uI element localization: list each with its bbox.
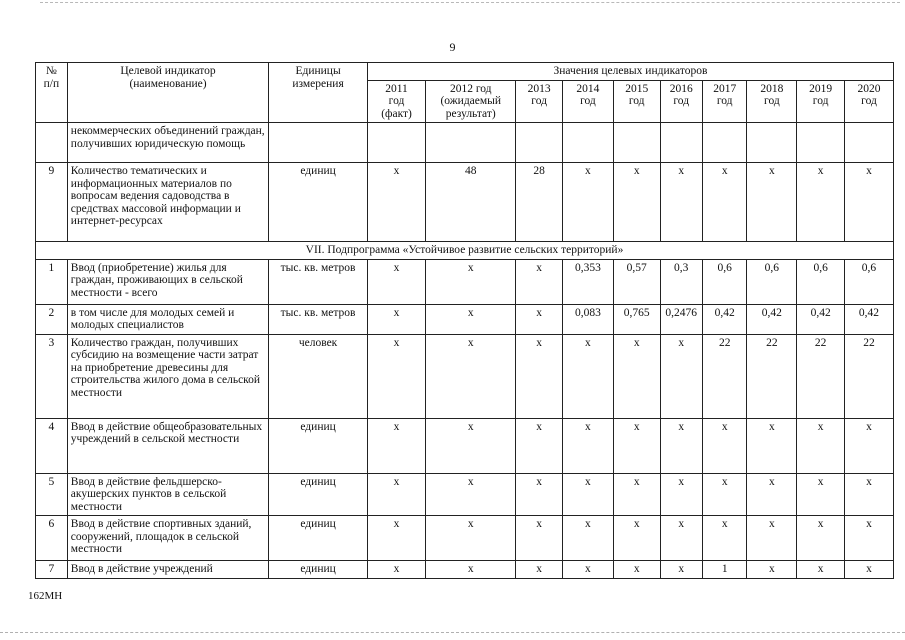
row-number: 3 bbox=[36, 334, 68, 418]
table-row bbox=[36, 418, 894, 473]
row-value: x bbox=[660, 561, 702, 579]
row-indicator-name: Ввод в действие общеобразовательных учреждений в сельской местности bbox=[67, 418, 268, 473]
row-value bbox=[844, 123, 893, 163]
scan-edge-top bbox=[40, 2, 900, 3]
row-number: 6 bbox=[36, 516, 68, 561]
row-value: x bbox=[613, 418, 660, 473]
row-value: x bbox=[367, 304, 425, 334]
row-value bbox=[613, 123, 660, 163]
row-value: 0,42 bbox=[844, 304, 893, 334]
row-indicator-name: в том числе для молодых семей и молодых специалистов bbox=[67, 304, 268, 334]
row-value: x bbox=[660, 473, 702, 516]
row-indicator-name: Количество граждан, получивших субсидию на возмещение части затрат на приобретение древесины для строительства жилого дома в сельской местности bbox=[67, 334, 268, 418]
row-unit bbox=[269, 123, 368, 163]
row-value bbox=[702, 123, 747, 163]
row-value: x bbox=[702, 473, 747, 516]
row-value bbox=[426, 123, 516, 163]
row-value bbox=[367, 123, 425, 163]
row-value: x bbox=[426, 334, 516, 418]
row-indicator-name: Ввод в действие фельдшерско-акушерских пунктов в сельской местности bbox=[67, 473, 268, 516]
row-value: x bbox=[844, 163, 893, 242]
row-number: 2 bbox=[36, 304, 68, 334]
page-number: 9 bbox=[449, 40, 456, 54]
header-year: 2020 год bbox=[844, 80, 893, 123]
row-value: x bbox=[562, 516, 613, 561]
row-unit: единиц bbox=[269, 418, 368, 473]
row-unit: тыс. кв. метров bbox=[269, 259, 368, 304]
row-value: x bbox=[613, 473, 660, 516]
row-value: x bbox=[367, 418, 425, 473]
row-value: 0,353 bbox=[562, 259, 613, 304]
row-value: x bbox=[613, 561, 660, 579]
row-value: 22 bbox=[844, 334, 893, 418]
document-code: 162МН bbox=[28, 590, 63, 602]
row-value: x bbox=[562, 473, 613, 516]
row-value: x bbox=[426, 259, 516, 304]
header-year: 2015 год bbox=[613, 80, 660, 123]
row-value: x bbox=[613, 163, 660, 242]
row-value: 0,6 bbox=[747, 259, 797, 304]
row-value: x bbox=[797, 561, 845, 579]
row-value: x bbox=[516, 304, 563, 334]
row-number: 9 bbox=[36, 163, 68, 242]
header-indicator: Целевой индикатор (наименование) bbox=[67, 63, 268, 123]
table-row bbox=[36, 163, 894, 242]
row-value: x bbox=[844, 516, 893, 561]
row-value bbox=[660, 123, 702, 163]
header-year: 2014 год bbox=[562, 80, 613, 123]
row-value: 0,6 bbox=[702, 259, 747, 304]
row-value: 0,3 bbox=[660, 259, 702, 304]
row-value: x bbox=[367, 334, 425, 418]
row-value: x bbox=[562, 163, 613, 242]
row-value: 0,42 bbox=[702, 304, 747, 334]
row-value: x bbox=[516, 516, 563, 561]
row-value: x bbox=[797, 473, 845, 516]
table-row bbox=[36, 473, 894, 516]
row-value bbox=[747, 123, 797, 163]
row-value: 0,2476 bbox=[660, 304, 702, 334]
header-year: 2012 год (ожидаемый результат) bbox=[426, 80, 516, 123]
row-value: 0,765 bbox=[613, 304, 660, 334]
header-year: 2017 год bbox=[702, 80, 747, 123]
row-number: 7 bbox=[36, 561, 68, 579]
row-value: x bbox=[367, 561, 425, 579]
row-value: x bbox=[747, 561, 797, 579]
row-value: x bbox=[844, 473, 893, 516]
header-year: 2018 год bbox=[747, 80, 797, 123]
row-indicator-name: Ввод в действие спортивных зданий, сооружений, площадок в сельской местности bbox=[67, 516, 268, 561]
row-value: 22 bbox=[797, 334, 845, 418]
header-year: 2019 год bbox=[797, 80, 845, 123]
header-values-group: Значения целевых индикаторов bbox=[367, 63, 893, 81]
row-unit: единиц bbox=[269, 561, 368, 579]
row-value: 0,6 bbox=[797, 259, 845, 304]
row-value: x bbox=[660, 516, 702, 561]
row-value: 0,42 bbox=[747, 304, 797, 334]
row-value: x bbox=[797, 516, 845, 561]
row-value: x bbox=[797, 163, 845, 242]
scan-edge-bottom bbox=[0, 632, 905, 633]
row-unit: человек bbox=[269, 334, 368, 418]
table-row bbox=[36, 561, 894, 579]
row-value bbox=[516, 123, 563, 163]
table-row bbox=[36, 259, 894, 304]
row-value: x bbox=[426, 561, 516, 579]
header-num: № п/п bbox=[36, 63, 68, 123]
row-value: x bbox=[367, 259, 425, 304]
row-value: x bbox=[367, 163, 425, 242]
row-value: x bbox=[747, 418, 797, 473]
row-indicator-name: Ввод в действие учреждений bbox=[67, 561, 268, 579]
row-number: 5 bbox=[36, 473, 68, 516]
indicators-table bbox=[35, 62, 894, 579]
row-value: x bbox=[426, 304, 516, 334]
row-value: x bbox=[747, 516, 797, 561]
table-row bbox=[36, 304, 894, 334]
section-row-group bbox=[36, 242, 894, 260]
row-value: 22 bbox=[747, 334, 797, 418]
row-value: x bbox=[613, 516, 660, 561]
header-units: Единицы измерения bbox=[269, 63, 368, 123]
row-unit: единиц bbox=[269, 516, 368, 561]
row-value: x bbox=[562, 418, 613, 473]
row-value: x bbox=[660, 418, 702, 473]
table-row bbox=[36, 516, 894, 561]
table-header bbox=[36, 63, 894, 123]
row-value: 0,083 bbox=[562, 304, 613, 334]
row-value: x bbox=[426, 473, 516, 516]
header-year: 2016 год bbox=[660, 80, 702, 123]
row-value: x bbox=[660, 163, 702, 242]
row-value: 48 bbox=[426, 163, 516, 242]
row-number: 1 bbox=[36, 259, 68, 304]
row-unit: тыс. кв. метров bbox=[269, 304, 368, 334]
row-value: x bbox=[702, 418, 747, 473]
header-row-1 bbox=[36, 63, 894, 81]
row-value: x bbox=[367, 516, 425, 561]
row-value: x bbox=[516, 561, 563, 579]
section-row bbox=[36, 242, 894, 260]
row-value: x bbox=[613, 334, 660, 418]
row-value: x bbox=[702, 516, 747, 561]
row-number: 4 bbox=[36, 418, 68, 473]
row-value: x bbox=[660, 334, 702, 418]
table-row bbox=[36, 123, 894, 163]
row-value: 1 bbox=[702, 561, 747, 579]
row-number bbox=[36, 123, 68, 163]
row-value: x bbox=[747, 473, 797, 516]
row-indicator-name: Количество тематических и информационных материалов по вопросам ведения садоводства в средствах массовой информации и интернет-ресурсах bbox=[67, 163, 268, 242]
header-year: 2013 год bbox=[516, 80, 563, 123]
row-value: x bbox=[844, 418, 893, 473]
table-row bbox=[36, 334, 894, 418]
row-unit: единиц bbox=[269, 163, 368, 242]
row-value bbox=[562, 123, 613, 163]
row-value: x bbox=[844, 561, 893, 579]
table-body-top bbox=[36, 123, 894, 242]
row-value: 0,6 bbox=[844, 259, 893, 304]
row-value: x bbox=[797, 418, 845, 473]
row-value: 0,42 bbox=[797, 304, 845, 334]
table-body-rural bbox=[36, 259, 894, 578]
row-value: x bbox=[516, 418, 563, 473]
header-year: 2011 год (факт) bbox=[367, 80, 425, 123]
row-value: 0,57 bbox=[613, 259, 660, 304]
row-value: 22 bbox=[702, 334, 747, 418]
row-value: x bbox=[426, 418, 516, 473]
row-value: x bbox=[562, 561, 613, 579]
row-unit: единиц bbox=[269, 473, 368, 516]
row-indicator-name: некоммерческих объединений граждан, получивших юридическую помощь bbox=[67, 123, 268, 163]
section-title: VII. Подпрограмма «Устойчивое развитие сельских территорий» bbox=[36, 242, 894, 260]
row-value: x bbox=[516, 473, 563, 516]
row-value bbox=[797, 123, 845, 163]
row-value: x bbox=[367, 473, 425, 516]
row-value: x bbox=[516, 334, 563, 418]
row-value: x bbox=[516, 259, 563, 304]
row-value: 28 bbox=[516, 163, 563, 242]
row-value: x bbox=[747, 163, 797, 242]
row-indicator-name: Ввод (приобретение) жилья для граждан, проживающих в сельской местности - всего bbox=[67, 259, 268, 304]
row-value: x bbox=[562, 334, 613, 418]
row-value: x bbox=[426, 516, 516, 561]
row-value: x bbox=[702, 163, 747, 242]
